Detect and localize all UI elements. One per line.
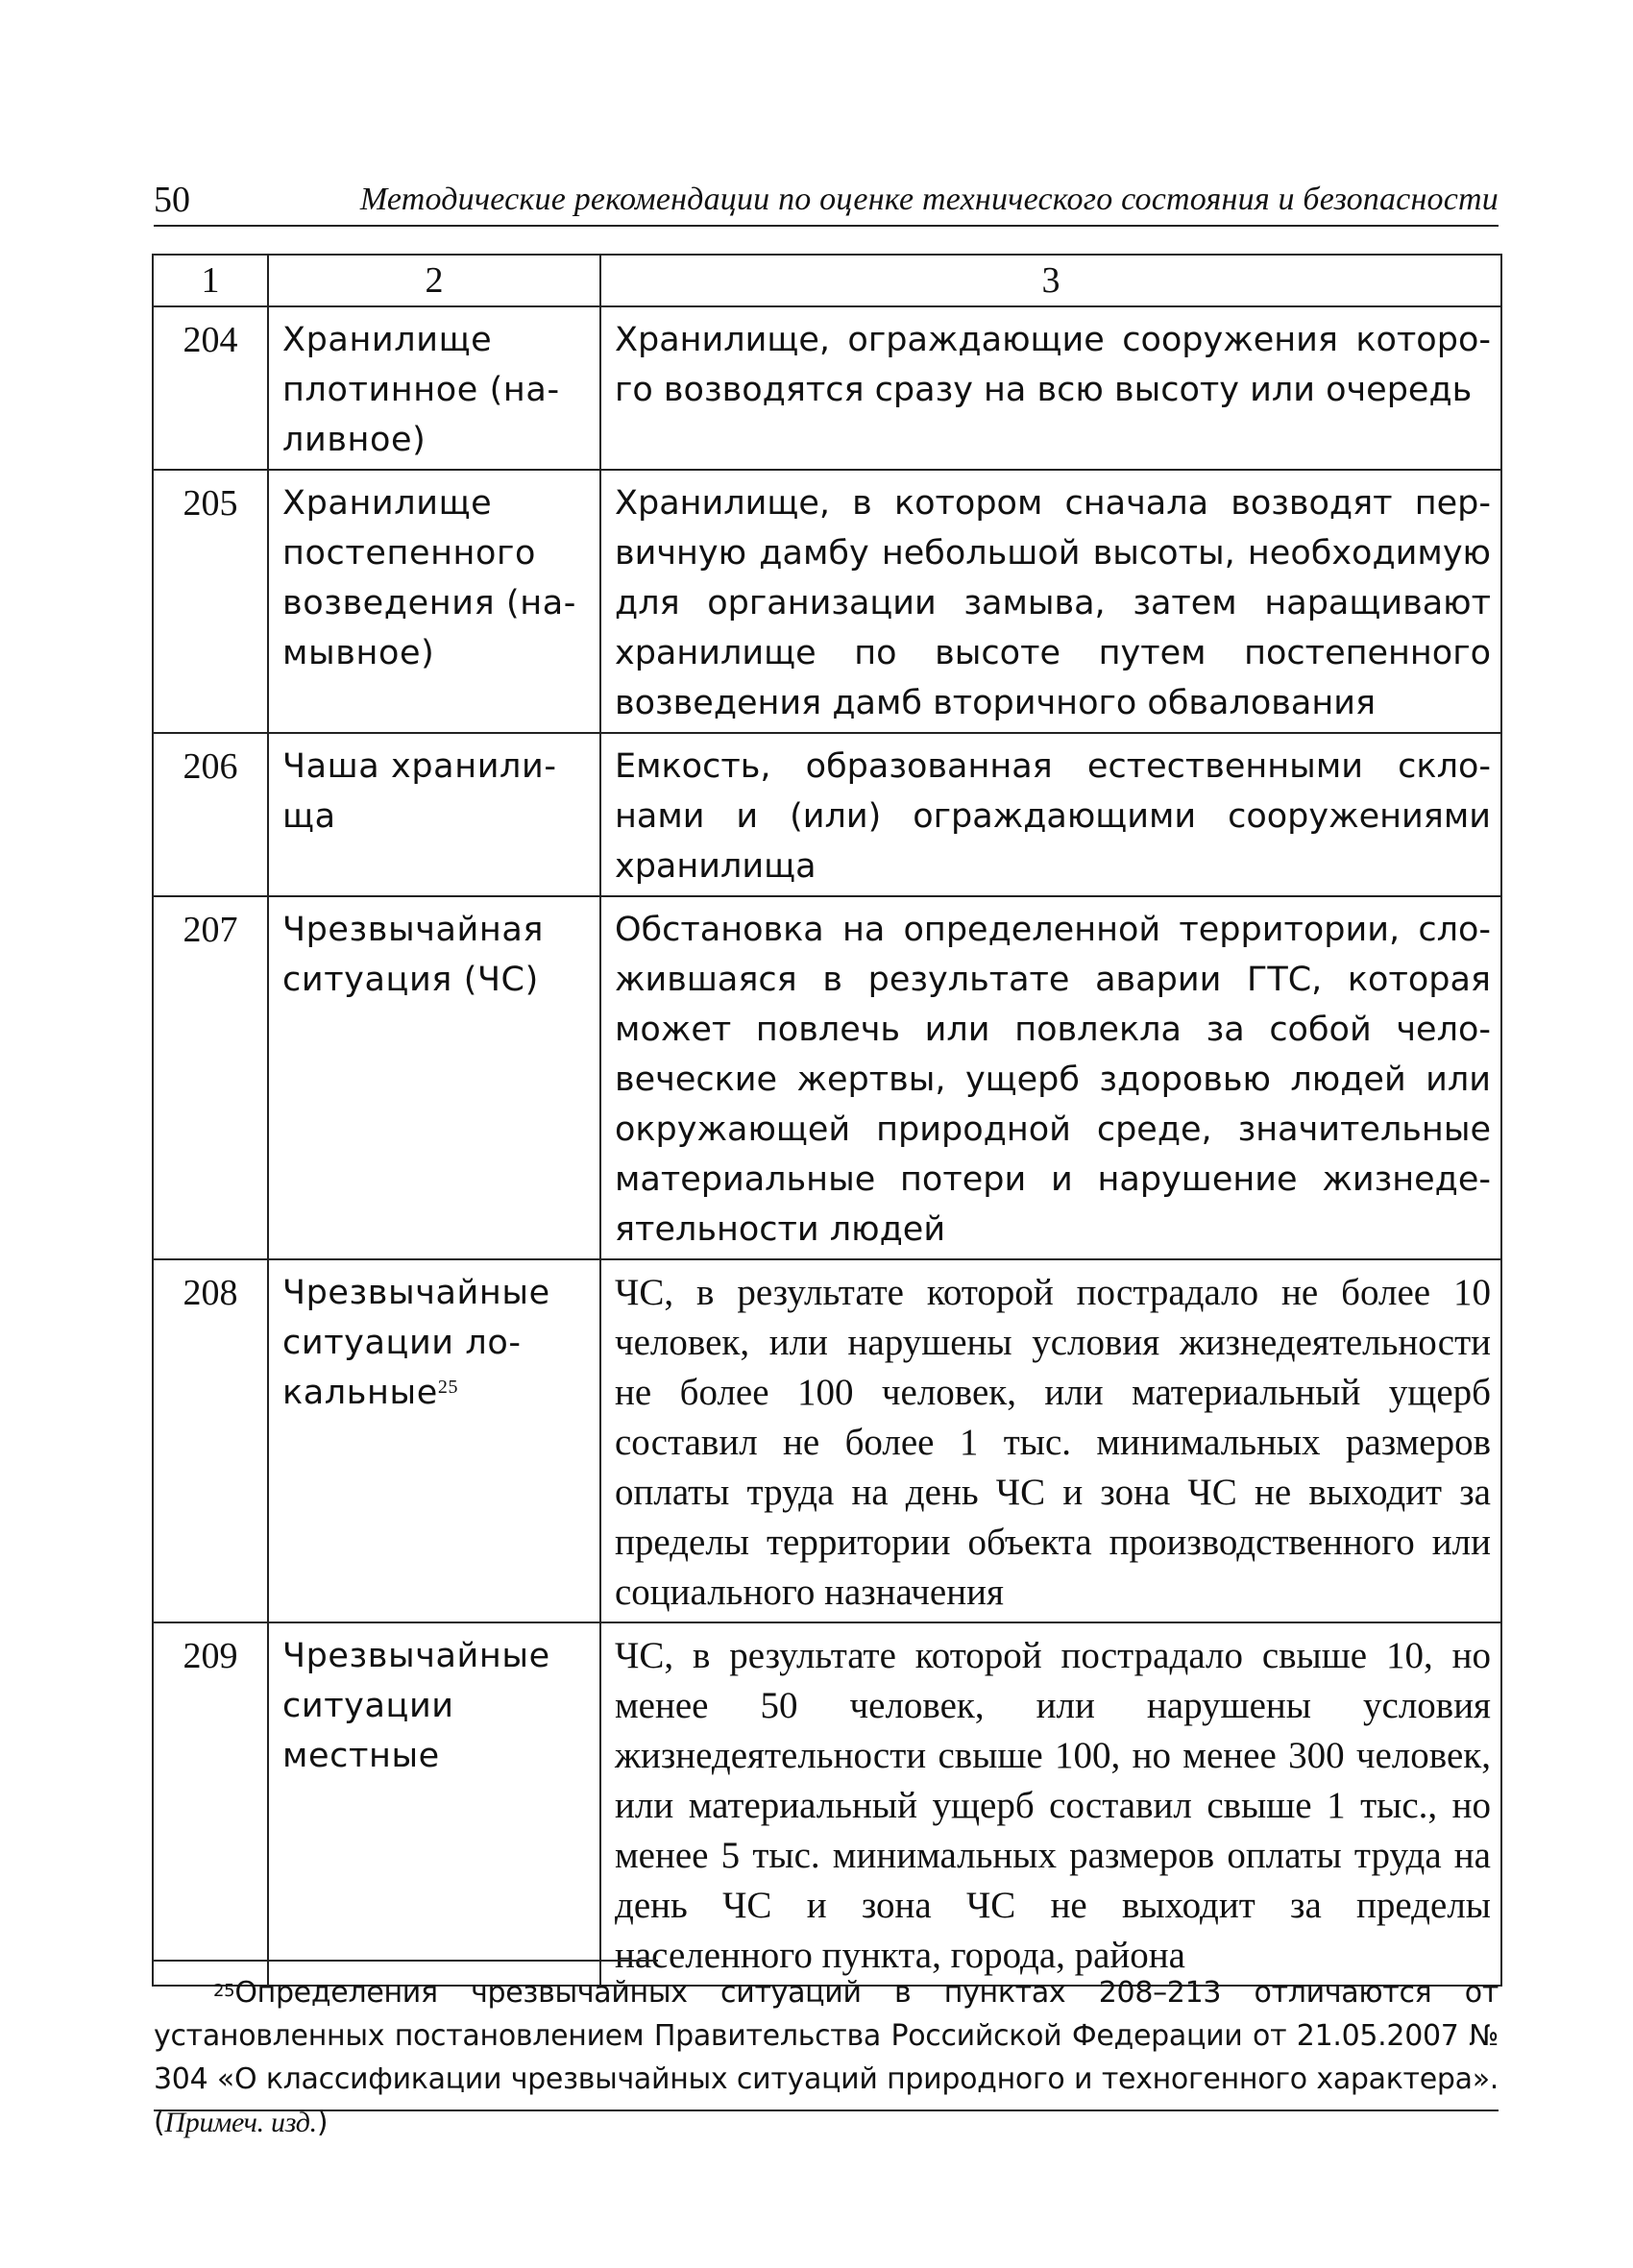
table-header-row — [153, 255, 1501, 306]
table-row — [153, 306, 1501, 470]
row-definition: ЧС, в результате которой пострадало свыше 10, но менее 50 человек, или нарушены условия жизнедеятельности свыше 100, но менее 300 человек, или материальный ущерб составил свыше 1 тыс., но менее 5 тыс. минимальных размеров оплаты труда на день ЧС и зона ЧС не выходит за пределы населенного пункта, города, района — [600, 1622, 1501, 1986]
bottom-divider — [154, 2109, 1499, 2111]
terms-table-wrapper — [152, 254, 1500, 1987]
row-definition: Обстановка на определенной территории, сложившаяся в результате аварии ГТС, которая может повлечь или повлекла за собой человеческие жертвы, ущерб здоровью людей или окружающей природной среде, значительные материальные потери и нарушение жизнедеятельности людей — [600, 896, 1501, 1259]
table-row — [153, 470, 1501, 733]
row-number: 208 — [153, 1259, 268, 1622]
footnote-reference[interactable]: 25 — [437, 1377, 459, 1398]
table-row — [153, 896, 1501, 1259]
row-number: 204 — [153, 306, 268, 470]
row-term: Чрезвычайные ситуации локальные — [282, 1274, 550, 1412]
footnote-close: ) — [316, 2106, 329, 2139]
footnote-editor-note: Примеч. изд. — [164, 2107, 317, 2138]
row-definition: Хранилище, ограждающие сооружения которого возводятся сразу на всю высоту или очередь — [600, 306, 1501, 470]
row-number: 209 — [153, 1622, 268, 1986]
row-term-cell — [268, 1259, 600, 1622]
row-definition: Емкость, образованная естественными склонами и (или) ограждающими сооружениями хранилища — [600, 733, 1501, 896]
row-number: 206 — [153, 733, 268, 896]
page-header — [154, 175, 1499, 227]
running-title: Методические рекомендации по оценке технического состояния и безопасности — [359, 182, 1499, 217]
row-definition: ЧС, в результате которой пострадало не более 10 человек, или нарушены условия жизнедеятельности не более 100 человек, или материальный ущерб составил не более 1 тыс. минимальных размеров оплаты труда на день ЧС и зона ЧС не выходит за пределы территории объекта производственного или социального назначения — [600, 1259, 1501, 1622]
row-term: Хранилище постепенного возведения (намывное) — [268, 470, 600, 733]
footnote — [154, 1971, 1499, 2144]
column-header-term: 2 — [268, 255, 600, 306]
row-term: Хранилище плотинное (наливное) — [268, 306, 600, 470]
row-number: 205 — [153, 470, 268, 733]
row-number: 207 — [153, 896, 268, 1259]
column-header-definition: 3 — [600, 255, 1501, 306]
column-header-number: 1 — [153, 255, 268, 306]
row-term: Чрезвычайные ситуации местные — [268, 1622, 600, 1986]
footnote-separator — [154, 1960, 658, 1962]
row-term: Чрезвычайная ситуация (ЧС) — [268, 896, 600, 1259]
row-term: Чаша хранилища — [268, 733, 600, 896]
table-row — [153, 1622, 1501, 1986]
footnote-mark: 25 — [213, 1981, 235, 2001]
table-row — [153, 1259, 1501, 1622]
page-number: 50 — [154, 180, 190, 220]
row-definition: Хранилище, в котором сначала возводят первичную дамбу небольшой высоты, необходимую для организации замыва, затем наращивают хранилище по высоте путем постепенного возведения дамб вторичного обвалования — [600, 470, 1501, 733]
footnote-text: Определения чрезвычайных ситуаций в пунктах 208–213 отличаются от установленных постановлением Правительства Российской Федерации от 21.05.2007 № 304 «О классификации чрезвычайных ситуаций природного и техногенного характера». ( — [154, 1976, 1499, 2139]
terms-table — [152, 254, 1502, 1987]
table-row — [153, 733, 1501, 896]
